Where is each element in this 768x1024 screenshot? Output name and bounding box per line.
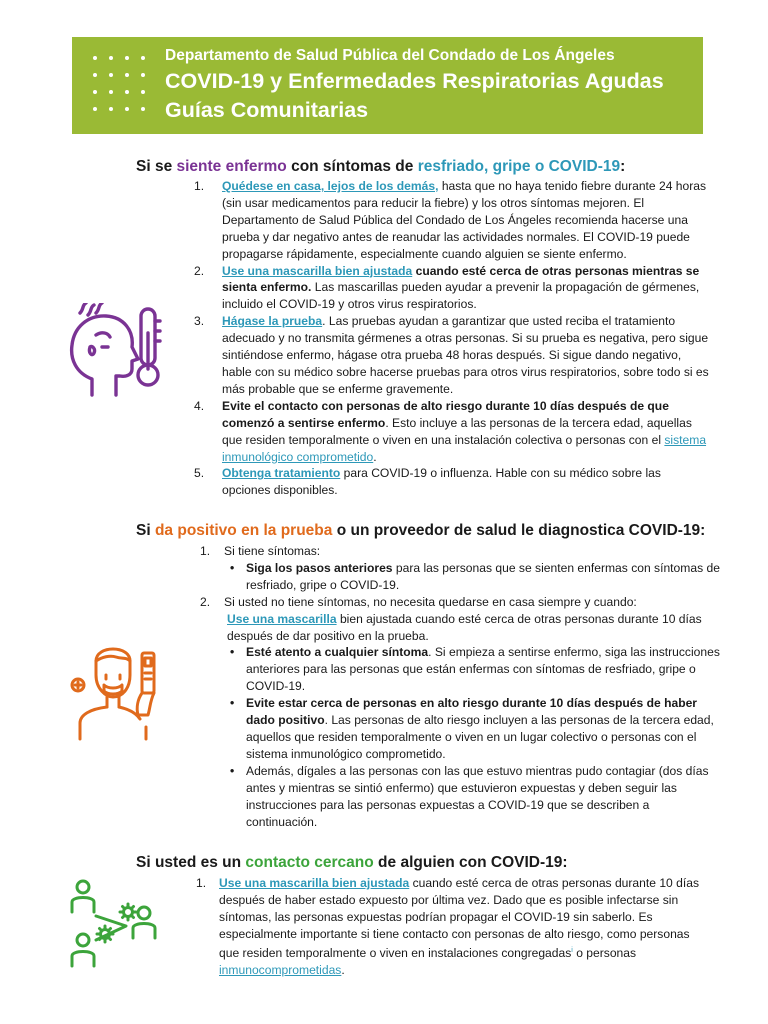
bullet-list xyxy=(200,560,720,594)
list-item xyxy=(194,263,712,314)
department-name: Departamento de Salud Pública del Condado de Los Ángeles xyxy=(165,47,615,64)
list-number: 3. xyxy=(194,314,205,329)
follow-steps-bold: Siga los pasos anteriores xyxy=(246,560,393,575)
wear-mask-contact-link[interactable]: Use una mascarilla bien ajustada xyxy=(219,876,410,890)
item-text: para las personas que se sienten enfermas con síntomas de resfriado, gripe o COVID-19. xyxy=(246,560,720,592)
bullet-text: Además, dígales a las personas con las que estuvo mientras pudo contagiar (dos días antes y mientras se sintió enfermo) que estuvieron expuestas y deben seguir las instrucciones para las personas expuestas a COVID-19 que se describen a continuación. xyxy=(246,763,709,829)
list-item xyxy=(194,313,712,398)
heading-highlight: resfriado, gripe o COVID-19 xyxy=(417,158,621,175)
bullet-bold: Evite estar cerca de personas en alto riesgo durante 10 días después de haber dado positivo xyxy=(246,696,698,728)
bullet-list xyxy=(200,644,720,830)
item-text-end: . xyxy=(341,962,345,977)
list-item: • Evite estar cerca de personas en alto riesgo durante 10 días después de haber dado positivo. Las personas de alto riesgo incluyen a las personas de la tercera edad, aquellos que residen temporalmente o viven en un lugar colectivo o personas con el sistema inmunológico comprometido. xyxy=(230,696,714,761)
header-banner xyxy=(72,37,703,134)
heading-text: Si se xyxy=(136,158,177,175)
immunocompromised-link[interactable]: sistema inmunológico comprometido xyxy=(222,432,707,464)
list-item: • Esté atento a cualquier síntoma. Si empieza a sentirse enfermo, siga las instrucciones anteriores para las personas que están enfermas con síntomas de resfriado, gripe o COVID-19. xyxy=(230,645,720,694)
list-item xyxy=(200,543,720,560)
item-text: para COVID-19 o influenza. Hable con su médico sobre las opciones disponibles. xyxy=(222,466,661,498)
list-number: 1. xyxy=(196,876,207,890)
heading-highlight: da positivo en la prueba xyxy=(154,522,333,539)
item-text: cuando esté cerca de otras personas durante 10 días después de haber estado expuesto por última vez. Dado que es posible infectarse sin síntomas, las personas expuestas podrían propagar el COVID-19 sin saberlo. Es especialmente importante si tiene contacto con personas de alto riesgo, como personas que residen temporalmente o viven en instalaciones congregadas xyxy=(219,876,700,960)
item-bold-text: Evite el contacto con personas de alto riesgo durante 10 días después de que comenzó a sentirse enfermo xyxy=(222,398,669,430)
dots-decoration xyxy=(89,53,149,123)
item-text: bien ajustada cuando esté cerca de otras personas durante 10 días después de dar positivo en la prueba. xyxy=(227,611,702,643)
item-bold-text: cuando esté cerca de otras personas mientras se sienta enfermo. xyxy=(222,263,700,295)
list-item: • Además, dígales a las personas con las que estuvo mientras pudo contagiar (dos días antes y mientras se sintió enfermo) que estuvieron expuestas y deben seguir las instrucciones para las personas expuestas a COVID-19 que se describen a continuación. xyxy=(230,763,709,829)
feeling-sick-list xyxy=(194,178,712,499)
list-number: 1. xyxy=(194,179,205,193)
sick-person-thermometer-icon xyxy=(66,303,166,399)
item-text: hasta que no haya tenido fiebre durante 24 horas (sin usar medicamentos para reducir la fiebre) y los otros síntomas mejoren. El Departamento de Salud Pública del Condado de Los Ángeles recomienda hacerse una prueba y dar negativo antes de reanudar las actividades normales. El COVID-19 puede propagarse rápidamente, especialmente cuando alguien se siente enfermo. xyxy=(222,179,707,261)
list-item xyxy=(196,875,712,978)
page-title: COVID-19 y Enfermedades Respiratorias Agudas xyxy=(165,69,664,93)
person-test-kit-icon xyxy=(66,635,162,741)
list-item xyxy=(194,465,712,499)
list-number: 4. xyxy=(194,398,205,413)
list-number: 1. xyxy=(200,544,211,558)
list-number: 2. xyxy=(194,263,205,278)
bullet-text: . Si empieza a sentirse enfermo, siga las instrucciones anteriores para las personas que están enfermas con síntomas de resfriado, gripe o COVID-19. xyxy=(246,645,720,694)
list-item xyxy=(200,594,720,611)
heading-highlight: siente enfermo xyxy=(176,158,287,175)
item-text: . Esto incluye a las personas de la tercera edad, aquellas que residen temporalmente o viven en una instalación colectiva o personas con el xyxy=(222,415,692,447)
immunocompromised-people-link[interactable]: inmunocomprometidas xyxy=(219,962,342,977)
close-contact-list xyxy=(196,875,712,978)
mask-instruction xyxy=(200,611,720,645)
heading-text: de alguien con COVID-19: xyxy=(373,854,568,871)
item-text: Las mascarillas pueden ayudar a prevenir la propagación de gérmenes, incluido el COVID-19 y otros virus respiratorios. xyxy=(222,280,700,312)
list-number: 5. xyxy=(194,466,205,481)
section-heading-feeling-sick xyxy=(136,158,625,176)
stay-home-link[interactable]: Quédese en casa, lejos de los demás, xyxy=(222,179,439,193)
heading-text: o un proveedor de salud le diagnostica COVID-19: xyxy=(332,522,706,539)
footnote-marker[interactable]: i xyxy=(571,946,573,954)
close-contact-people-icon xyxy=(66,878,162,972)
item-text: Si usted no tiene síntomas, no necesita quedarse en casa siempre y cuando: xyxy=(224,594,637,609)
list-number: 2. xyxy=(200,594,211,609)
get-tested-link[interactable]: Hágase la prueba xyxy=(222,314,323,329)
item-text: Si tiene síntomas: xyxy=(224,544,321,558)
heading-text: : xyxy=(620,158,626,175)
section-heading-tested-positive xyxy=(136,522,705,540)
heading-text: Si xyxy=(136,522,155,539)
wear-mask-link[interactable]: Use una mascarilla bien ajustada xyxy=(222,263,413,278)
bullet-bold: Esté atento a cualquier síntoma xyxy=(246,645,429,660)
page-subtitle: Guías Comunitarias xyxy=(165,98,369,122)
get-treatment-link[interactable]: Obtenga tratamiento xyxy=(222,466,341,481)
list-item: • Siga los pasos anteriores para las personas que se sienten enfermas con síntomas de resfriado, gripe o COVID-19. xyxy=(230,560,720,592)
use-mask-link[interactable]: Use una mascarilla xyxy=(227,611,337,626)
section-heading-close-contact xyxy=(136,854,568,872)
heading-highlight: contacto cercano xyxy=(245,854,374,871)
bullet-text: . Las personas de alto riesgo incluyen a las personas de la tercera edad, aquellos que residen temporalmente o viven en un lugar colectivo o personas con el sistema inmunológico comprometido. xyxy=(246,713,714,761)
item-text-end: . xyxy=(373,449,377,464)
list-item xyxy=(194,398,712,466)
list-item xyxy=(194,178,712,263)
tested-positive-list xyxy=(200,543,720,830)
item-text: . Las pruebas ayudan a garantizar que usted reciba el tratamiento adecuado y no transmita gérmenes a otras personas. Si su prueba es negativa, pero sigue sintiéndose enfermo, hágase otra prueba 48 horas después. Si sigue dando negativo, hable con su médico sobre hacerse pruebas para otros virus respiratorios, sobre todo si es más probable que se enferme gravemente. xyxy=(222,314,709,396)
item-text: o personas xyxy=(572,945,637,960)
heading-text: Si usted es un xyxy=(136,854,246,871)
heading-text: con síntomas de xyxy=(286,158,418,175)
